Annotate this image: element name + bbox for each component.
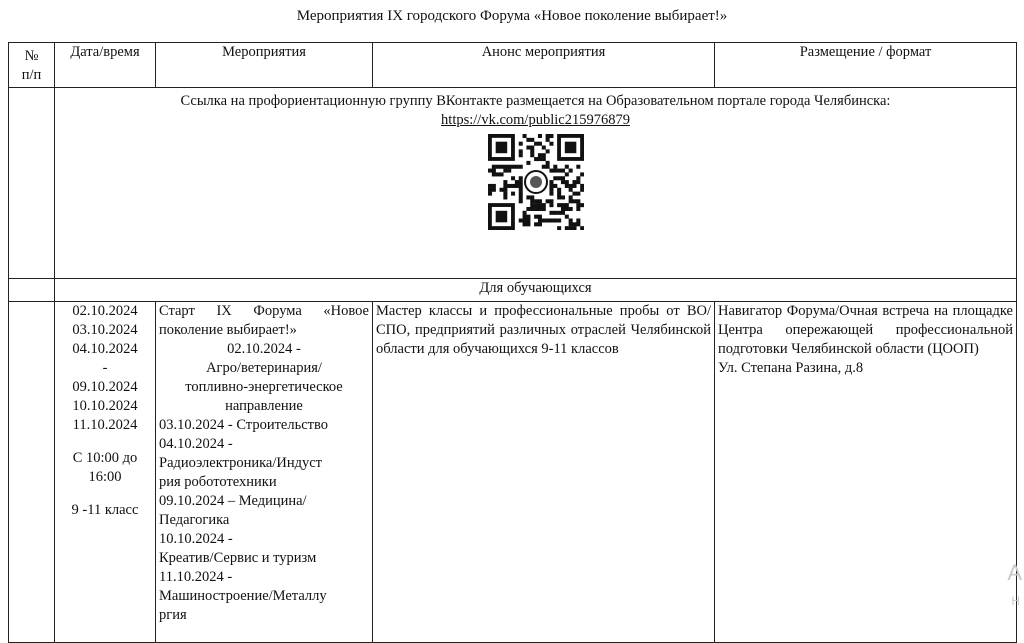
- event-line: 11.10.2024 -: [159, 569, 233, 585]
- header-datetime: Дата/время: [55, 43, 156, 88]
- event-line: 02.10.2024 -: [227, 341, 301, 357]
- event-line: рия робототехники: [159, 474, 277, 490]
- vk-group-link[interactable]: https://vk.com/public215976879: [441, 112, 630, 128]
- row-number-cell: [9, 302, 55, 643]
- event-line: 10.10.2024 -: [159, 531, 233, 547]
- edge-mark: Н: [1011, 594, 1020, 608]
- events-cell: [156, 302, 373, 643]
- event-line: Педагогика: [159, 512, 230, 528]
- link-row: [9, 88, 1017, 279]
- grade-text: 9 -11 класс: [71, 502, 139, 518]
- link-row-number-cell: [9, 88, 55, 279]
- link-row-text: Ссылка на профориентационную группу ВКонтакте размещается на Образовательном портале города Челябинска:: [180, 93, 891, 109]
- forum-start-text: Старт IX Форума «Новое поколение выбирает!»: [159, 303, 369, 338]
- link-row-content: [55, 88, 1017, 279]
- event-line: направление: [225, 398, 303, 414]
- section-row-number-cell: [9, 279, 55, 302]
- date-item: 11.10.2024: [72, 417, 138, 433]
- date-item: -: [102, 360, 108, 376]
- event-line: Машиностроение/Металлу: [159, 588, 327, 604]
- event-line: 03.10.2024 - Строительство: [159, 417, 328, 433]
- edge-mark: А: [1007, 560, 1022, 585]
- placement-cell: [715, 302, 1017, 643]
- placement-address: Ул. Степана Разина, д.8: [718, 360, 864, 376]
- events-table: [8, 42, 1017, 643]
- event-line: Креатив/Сервис и туризм: [159, 550, 317, 566]
- qr-code-icon: [488, 134, 584, 230]
- page-title: Мероприятия IX городского Форума «Новое поколение выбирает!»: [296, 8, 728, 24]
- event-line: 04.10.2024 -: [159, 436, 233, 452]
- header-events: Мероприятия: [156, 43, 373, 88]
- announcement-text: Мастер классы и профессиональные пробы от ВО/СПО, предприятий различных отраслей Челябинской области для обучающихся 9-11 классов: [376, 303, 711, 357]
- event-line: 09.10.2024 – Медицина/: [159, 493, 307, 509]
- event-line: ргия: [159, 607, 187, 623]
- header-number: № п/п: [9, 43, 55, 88]
- dates-cell: [55, 302, 156, 643]
- section-title: Для обучающихся: [55, 279, 1017, 302]
- section-row: [9, 279, 1017, 302]
- date-item: 03.10.2024: [72, 322, 138, 338]
- announcement-cell: [373, 302, 715, 643]
- placement-text: Навигатор Форума/Очная встреча на площадке Центра опережающей профессиональной подготовки Челябинской области (ЦООП): [718, 303, 1013, 357]
- date-item: 04.10.2024: [72, 341, 138, 357]
- header-announcement: Анонс мероприятия: [373, 43, 715, 88]
- time-from: С 10:00 до: [72, 450, 138, 466]
- table-header-row: [9, 43, 1017, 88]
- date-item: 02.10.2024: [72, 303, 138, 319]
- table-row: [9, 302, 1017, 643]
- event-line: Агро/ветеринария/: [206, 360, 322, 376]
- header-placement: Размещение / формат: [715, 43, 1017, 88]
- event-line: топливно-энергетическое: [185, 379, 343, 395]
- date-item: 10.10.2024: [72, 398, 138, 414]
- date-item: 09.10.2024: [72, 379, 138, 395]
- time-to: 16:00: [88, 469, 122, 485]
- event-line: Радиоэлектроника/Индуст: [159, 455, 323, 471]
